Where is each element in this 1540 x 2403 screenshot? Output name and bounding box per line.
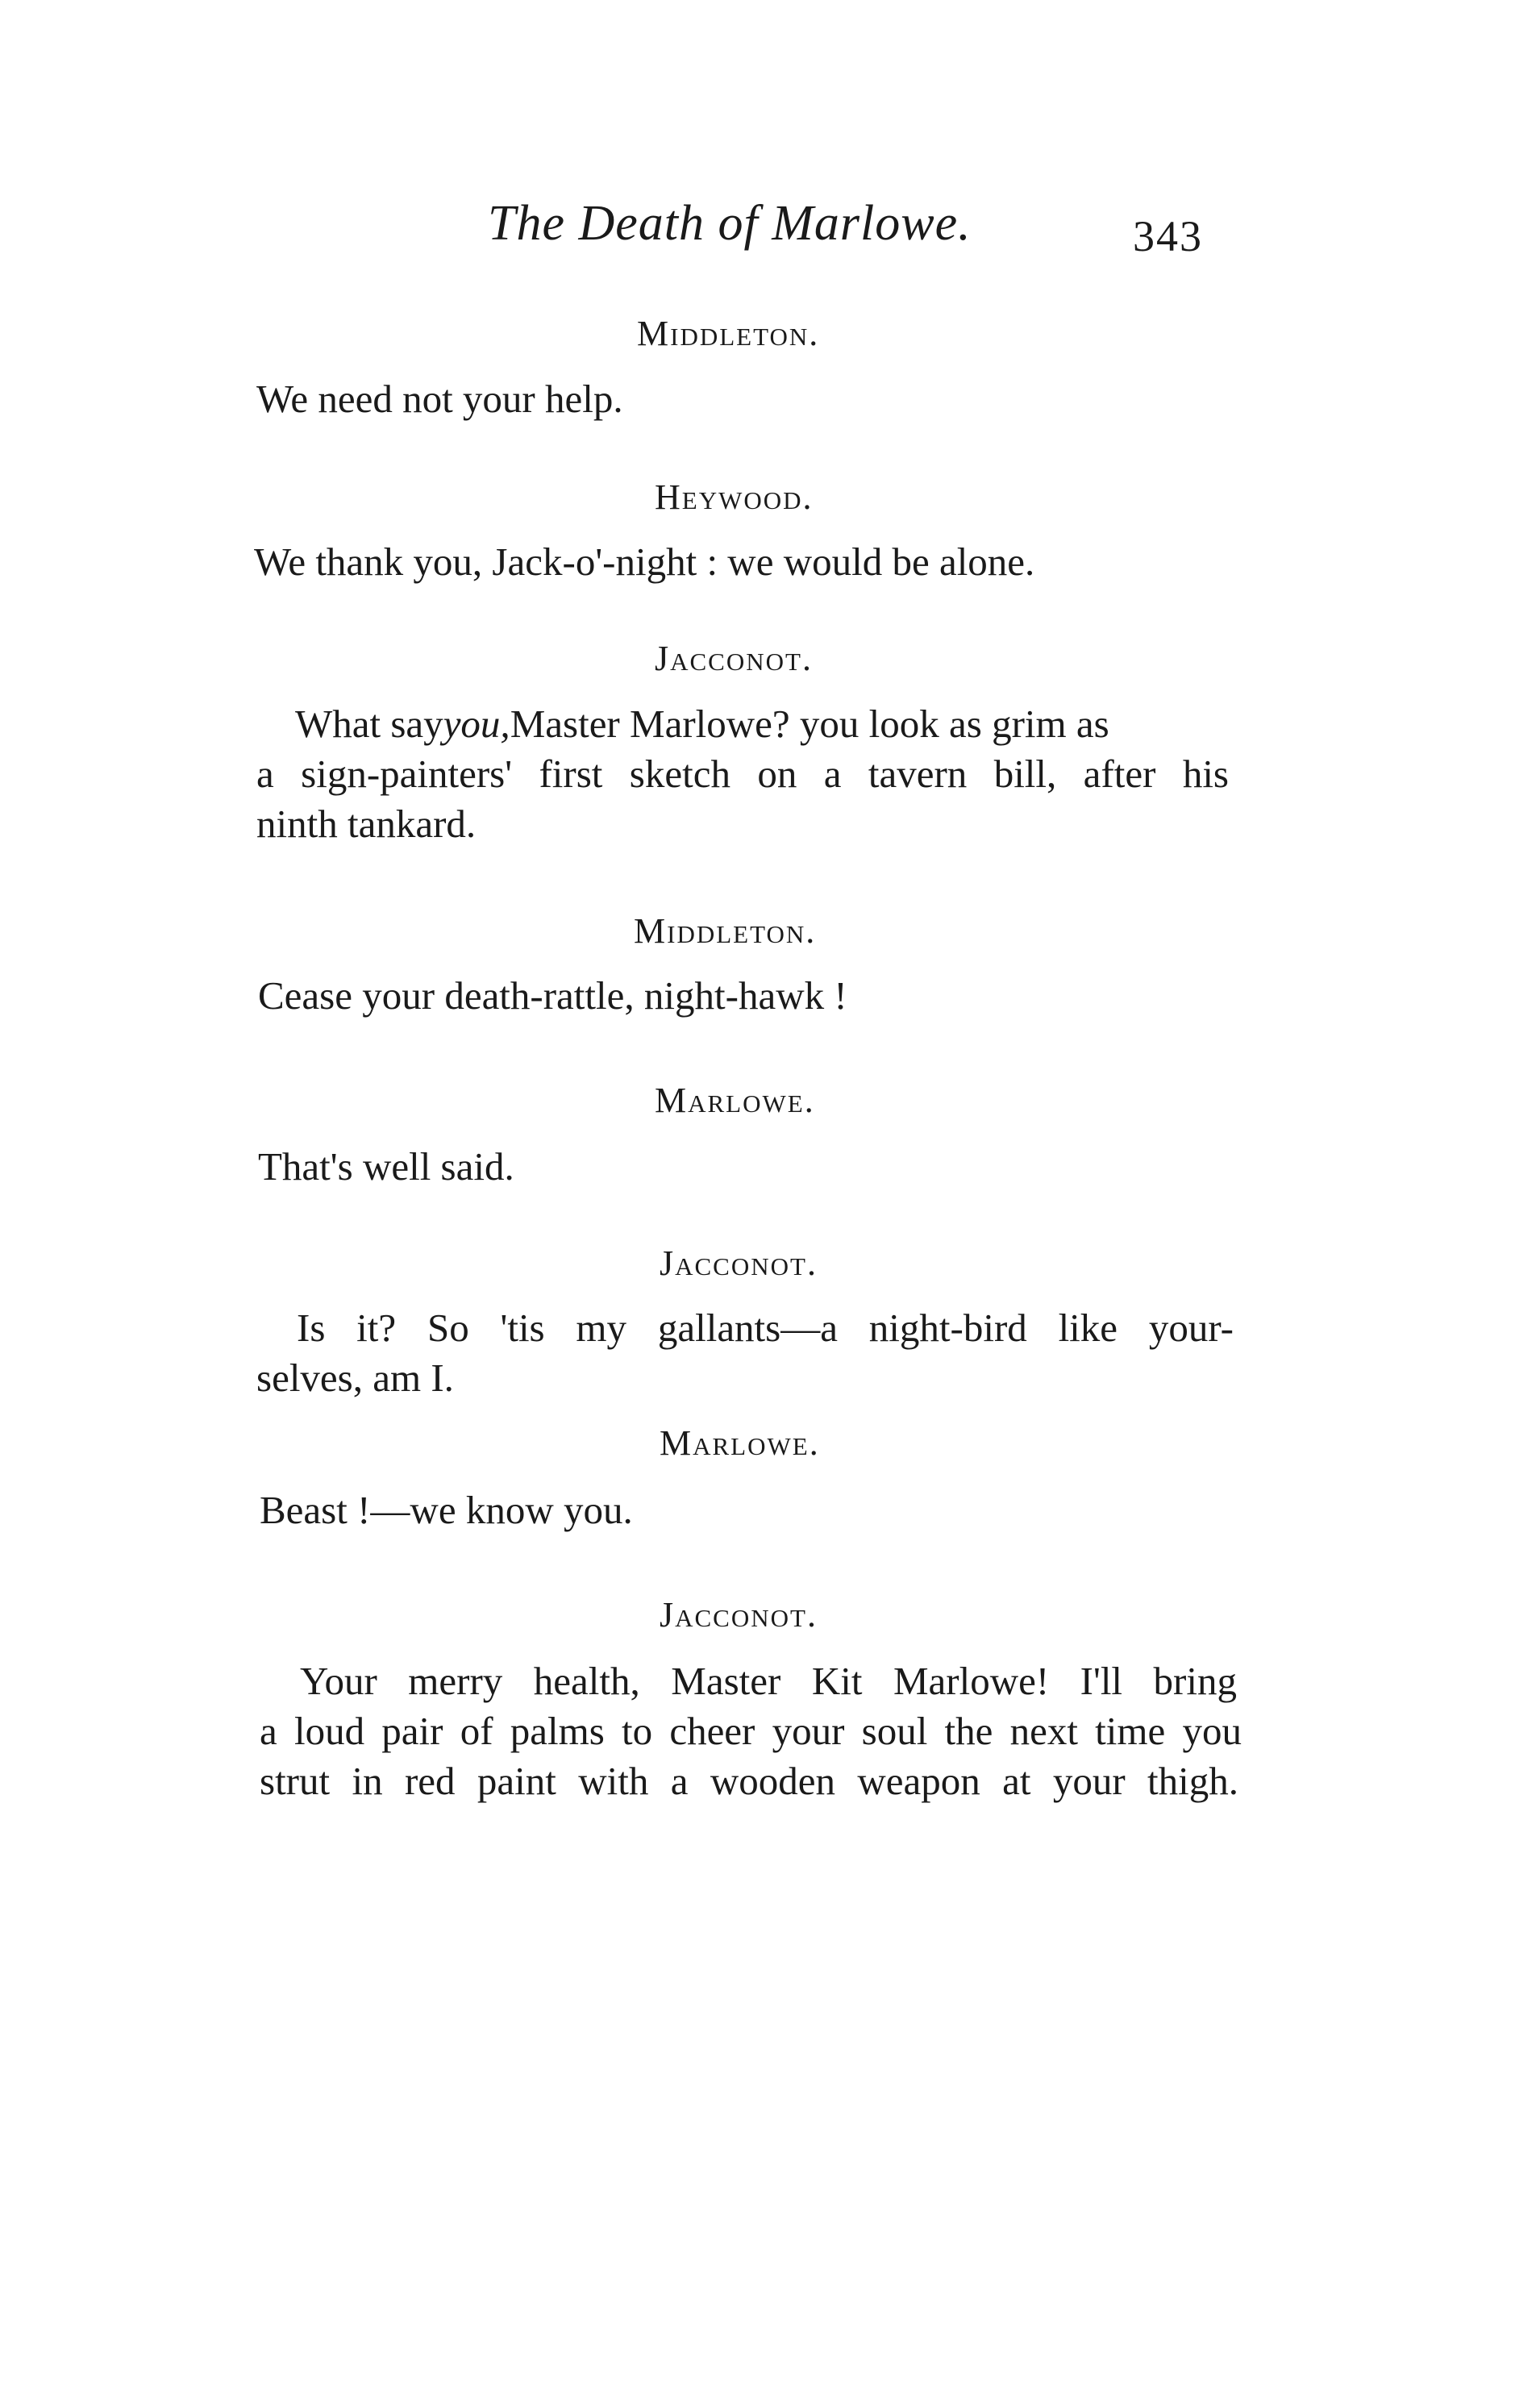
speaker-name: Jacconot. [660,1595,818,1635]
speaker-name: Jacconot. [660,1243,818,1283]
dialogue-line: Cease your death-rattle, night-hawk ! [258,973,847,1018]
dialogue-line [295,702,1229,746]
speaker-name: Jacconot. [655,639,813,678]
speaker-name: Middleton. [634,911,817,951]
speaker-name: Middleton. [637,314,820,353]
speaker-name: Marlowe. [655,1081,815,1120]
dialogue-line: a loud pair of palms to cheer your soul the next time you [260,1709,1242,1753]
dialogue-line: Your merry health, Master Kit Marlowe! I'll bring [300,1659,1237,1703]
dialogue-line: That's well said. [258,1144,514,1189]
dialogue-line: a sign-painters' first sketch on a tavern bill, after his [256,752,1229,796]
dialogue-line: Is it? So 'tis my gallants—a night-bird like your- [297,1306,1234,1350]
emphasis-text: you, [443,702,510,746]
speaker-name: Heywood. [655,477,814,517]
running-title: The Death of Marlowe. [488,196,972,251]
dialogue-text: What say [295,702,443,746]
speaker-name: Marlowe. [660,1423,820,1463]
dialogue-line: selves, am I. [256,1356,454,1400]
dialogue-line: We need not your help. [256,377,623,421]
dialogue-line: Beast !—we know you. [260,1488,633,1532]
dialogue-line: We thank you, Jack-o'-night : we would be alone. [254,539,1035,584]
dialogue-text: Master Marlowe? you look as grim as [510,702,1109,746]
page-number: 343 [1133,212,1203,260]
dialogue-line: strut in red paint with a wooden weapon at your thigh. [260,1759,1238,1803]
dialogue-line: ninth tankard. [256,802,477,846]
